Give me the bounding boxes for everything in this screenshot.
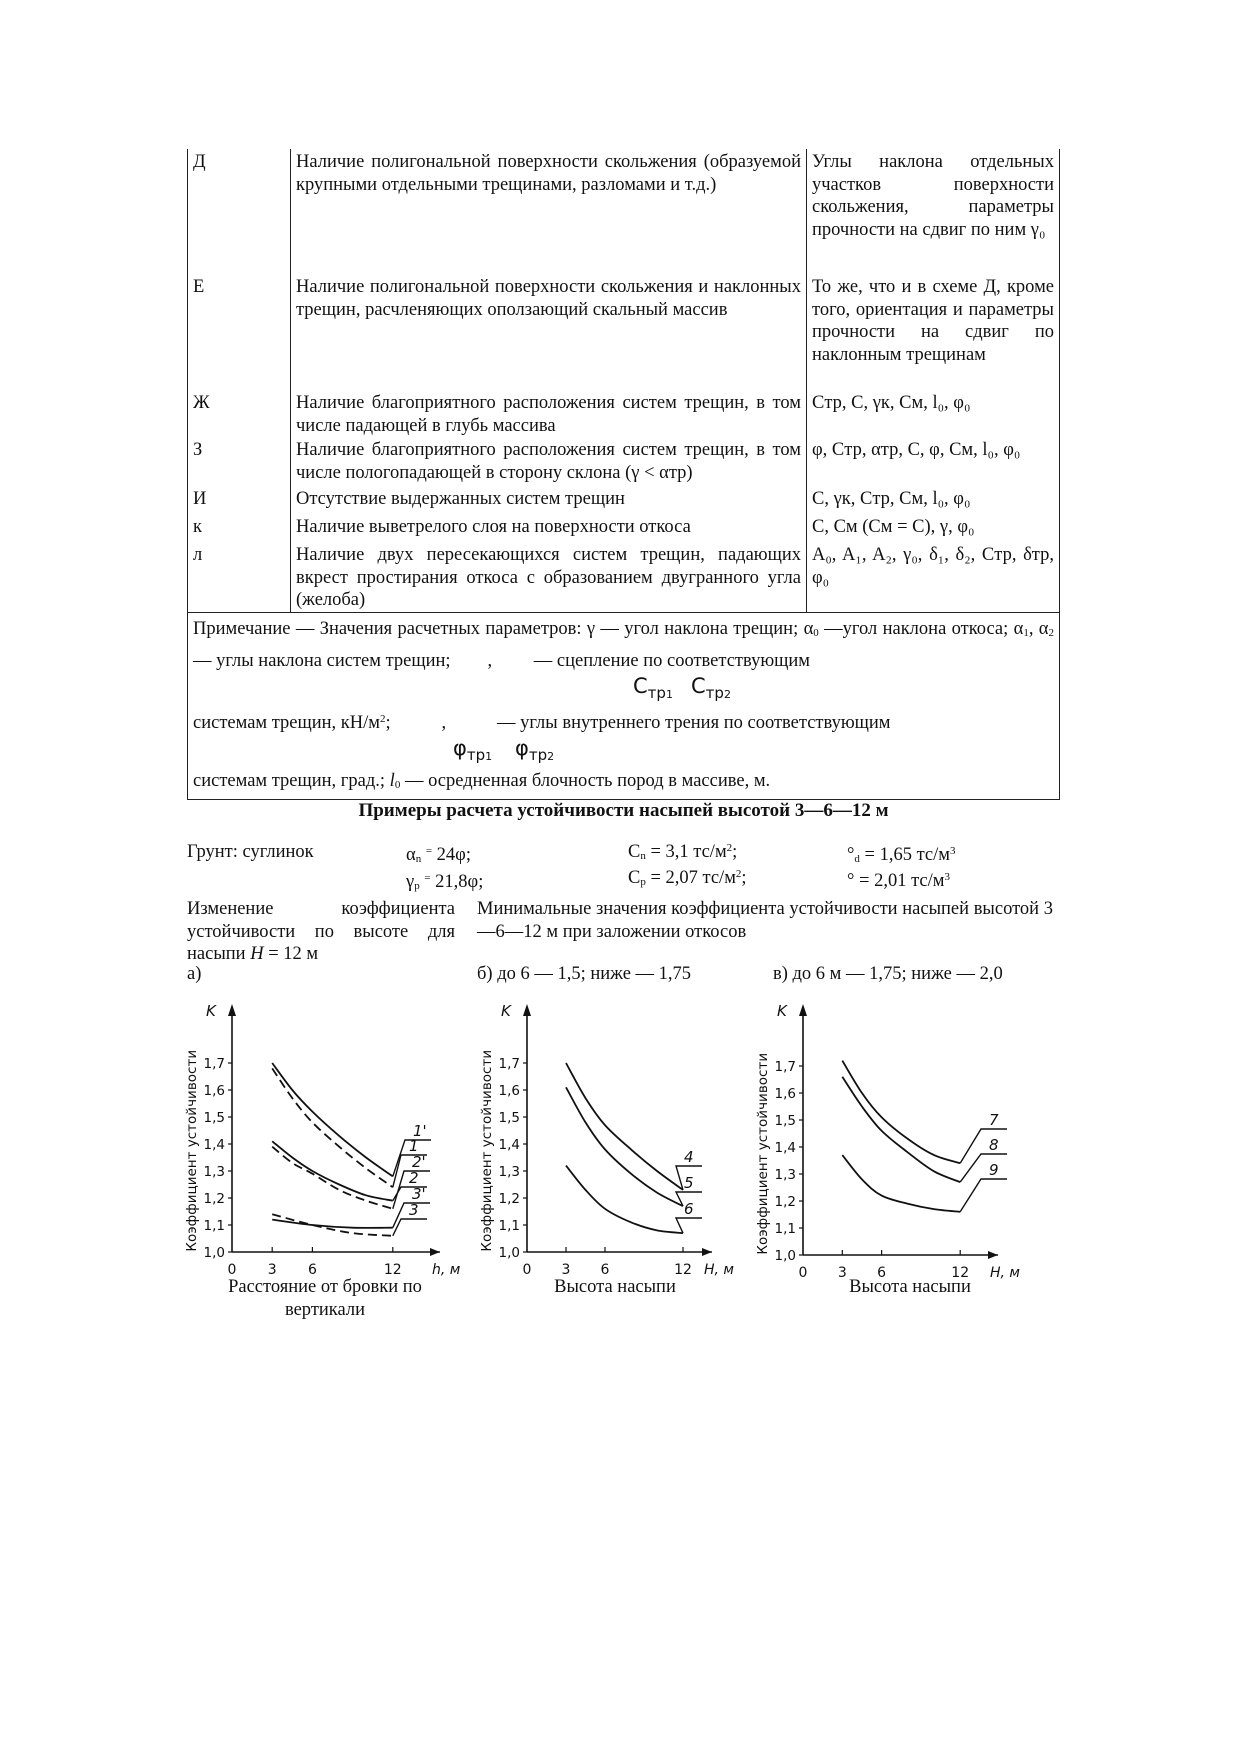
y-tick-label: 1,3 bbox=[774, 1167, 796, 1183]
table-row bbox=[188, 514, 1060, 542]
y-tick-label: 1,6 bbox=[498, 1083, 520, 1099]
y-tick-label: 1,6 bbox=[203, 1083, 225, 1099]
table-cell-condition: Наличие благоприятного расположения систем трещин, в том числе падающей в глубь массива bbox=[291, 390, 807, 437]
y-axis-title: Коэффициент устойчивости bbox=[184, 1049, 200, 1252]
series-label: 6 bbox=[684, 1200, 694, 1218]
param-c-n: $C_n = 3,1$ $тс/м^2$; bbox=[628, 842, 738, 862]
y-tick-label: 1,2 bbox=[498, 1191, 520, 1207]
series-line bbox=[842, 1077, 960, 1182]
y-tick-label: 1,5 bbox=[774, 1113, 796, 1129]
caption-chart-c: Высота насыпи bbox=[849, 1277, 971, 1297]
y-tick-label: 1,0 bbox=[203, 1245, 225, 1261]
x-tick-label: 3 bbox=[837, 1265, 847, 1281]
x-tick-label: 12 bbox=[674, 1262, 692, 1278]
table-cell-params: Cтр, C, γк, Cм, l₀, φ₀ bbox=[807, 390, 1060, 437]
table-cell-code: л bbox=[188, 542, 291, 612]
table-cell-code: Ж bbox=[188, 390, 291, 437]
series-leader-line bbox=[960, 1129, 1007, 1163]
y-tick-label: 1,3 bbox=[498, 1164, 520, 1180]
table-row bbox=[188, 437, 1060, 486]
y-axis-letter: K bbox=[206, 1002, 216, 1020]
series-label: 3' bbox=[412, 1185, 426, 1203]
table-cell-params: φ, Cтр, αтр, C, φ, Cм, l₀, φ₀ bbox=[807, 437, 1060, 486]
x-tick-label: 12 bbox=[383, 1262, 402, 1278]
panel-label-c: в) до 6 м — 1,75; ниже — 2,0 bbox=[773, 964, 1003, 984]
x-axis-label: h, м bbox=[432, 1262, 461, 1278]
y-tick-label: 1,2 bbox=[774, 1194, 796, 1210]
y-tick-label: 1,1 bbox=[203, 1218, 225, 1234]
x-tick-label: 6 bbox=[877, 1265, 887, 1281]
x-tick-label: 0 bbox=[227, 1262, 237, 1278]
series-leader-line bbox=[960, 1154, 1007, 1182]
y-axis-letter: K bbox=[501, 1002, 511, 1020]
chart-stability-vs-height-b bbox=[479, 990, 745, 1278]
panel-label-b: б) до 6 — 1,5; ниже — 1,75 bbox=[477, 964, 692, 984]
y-tick-label: 1,2 bbox=[203, 1191, 225, 1207]
table-cell-code: к bbox=[188, 514, 291, 542]
y-tick-label: 1,4 bbox=[774, 1140, 796, 1156]
series-line bbox=[566, 1063, 683, 1190]
chart-plot-area bbox=[184, 1002, 461, 1278]
series-line bbox=[272, 1141, 393, 1200]
description-left: Изменение коэффициента устойчивости по высоте для насыпи H = 12 м bbox=[187, 899, 455, 964]
x-axis-label: H, м bbox=[704, 1262, 734, 1278]
series-line bbox=[272, 1220, 393, 1228]
table-cell-params: A₀, A₁, A₂, γ₀, δ₁, δ₂, Cтр, δтр, φ₀ bbox=[807, 542, 1060, 612]
x-tick-label: 0 bbox=[798, 1265, 808, 1281]
series-label: 5 bbox=[684, 1174, 694, 1192]
soil-type: Грунт: суглинок bbox=[187, 842, 314, 862]
param-c-p: $C_p = 2,07$ $тс/м^2$; bbox=[628, 868, 747, 888]
y-axis-title: Коэффициент устойчивости bbox=[755, 1052, 771, 1255]
y-tick-label: 1,5 bbox=[498, 1110, 520, 1126]
table-cell-condition: Наличие выветрелого слоя на поверхности откоса bbox=[291, 514, 807, 542]
param-rho: ° = 2,01 $тс/м^3$ bbox=[847, 871, 950, 891]
series-label: 3 bbox=[409, 1201, 419, 1219]
x-tick-label: 6 bbox=[307, 1262, 317, 1278]
table-cell-code: Д bbox=[188, 149, 291, 274]
param-alpha-n: $\alpha_n$ = 24φ; bbox=[406, 845, 471, 865]
y-tick-label: 1,0 bbox=[774, 1248, 796, 1264]
y-tick-label: 1,1 bbox=[498, 1218, 520, 1234]
x-tick-label: 6 bbox=[600, 1262, 610, 1278]
series-label: 1' bbox=[413, 1122, 427, 1140]
panel-label-a: а) bbox=[187, 964, 202, 984]
table-cell-params: C, γк, Cтр, Cм, l₀, φ₀ bbox=[807, 486, 1060, 514]
y-axis-arrow bbox=[523, 1004, 531, 1016]
y-tick-label: 1,7 bbox=[498, 1056, 520, 1072]
table-cell-params: C, Cм (Cм = C), γ, φ₀ bbox=[807, 514, 1060, 542]
table-cell-condition: Наличие благоприятного расположения систем трещин, в том числе пологопадающей в сторону склона (γ < αтр) bbox=[291, 437, 807, 486]
table-row bbox=[188, 274, 1060, 390]
note-line-1: Примечание — Значения расчетных параметров: γ — угол наклона трещин; $\alpha_0$ —угол наклона откоса; $\alpha_1$, $\alpha_2$ — углы наклона систем трещин; , — сцепление по соответствующим bbox=[193, 618, 1054, 671]
note-line-2: системам трещин, $кН/м^2$; , — углы внутреннего трения по соответствующим bbox=[193, 712, 891, 733]
y-tick-label: 1,7 bbox=[203, 1056, 225, 1072]
series-line bbox=[272, 1214, 393, 1236]
param-gamma-p: $\gamma_p$ = 21,8φ; bbox=[406, 872, 484, 892]
x-axis-arrow bbox=[702, 1248, 712, 1256]
series-leader-line bbox=[393, 1219, 427, 1236]
note-formula-cohesion: $C_{тр1}$ $C_{тр2}$ bbox=[633, 673, 731, 702]
rock-slope-schemes-table bbox=[187, 149, 1060, 800]
note-line-3: системам трещин, град.; $l_0$ — осредненная блочность пород в массиве, м. bbox=[193, 770, 771, 791]
y-tick-label: 1,3 bbox=[203, 1164, 225, 1180]
chart-plot-area bbox=[479, 1002, 734, 1278]
x-axis-label: H, м bbox=[990, 1265, 1020, 1281]
table-cell-condition: Отсутствие выдержанных систем трещин bbox=[291, 486, 807, 514]
y-tick-label: 1,4 bbox=[203, 1137, 225, 1153]
table-cell-condition: Наличие полигональной поверхности скольжения (образуемой крупными отдельными трещинами, разломами и т.д.) bbox=[291, 149, 807, 274]
chart-stability-vs-height-c bbox=[748, 990, 1048, 1281]
caption-chart-b: Высота насыпи bbox=[554, 1277, 676, 1297]
series-label: 4 bbox=[684, 1148, 694, 1166]
caption-chart-a: Расстояние от бровки по вертикали bbox=[228, 1277, 422, 1320]
x-tick-label: 3 bbox=[267, 1262, 277, 1278]
x-tick-label: 12 bbox=[951, 1265, 970, 1281]
note-formula-friction: $\varphi_{тр1}$ $\varphi_{тр2}$ bbox=[453, 735, 555, 764]
y-tick-label: 1,4 bbox=[498, 1137, 520, 1153]
y-tick-label: 1,1 bbox=[774, 1221, 796, 1237]
table-row bbox=[188, 390, 1060, 437]
series-label: 7 bbox=[989, 1111, 999, 1129]
series-label: 2 bbox=[409, 1169, 419, 1187]
description-right: Минимальные значения коэффициента устойчивости насыпей высотой 3—6—12 м при заложении откосов bbox=[477, 899, 1053, 942]
table-cell-code: И bbox=[188, 486, 291, 514]
series-line bbox=[566, 1166, 683, 1234]
y-tick-label: 1,6 bbox=[774, 1086, 796, 1102]
table-cell-code: Е bbox=[188, 274, 291, 390]
chart-plot-area bbox=[755, 1002, 1020, 1281]
table-cell-params: То же, что и в схеме Д, кроме того, ориентация и параметры прочности на сдвиг по наклонным трещинам bbox=[807, 274, 1060, 390]
x-tick-label: 0 bbox=[522, 1262, 532, 1278]
y-axis-title: Коэффициент устойчивости bbox=[479, 1049, 495, 1252]
table-cell-condition: Наличие полигональной поверхности скольжения и наклонных трещин, расчленяющих оползающий скальный массив bbox=[291, 274, 807, 390]
table-row bbox=[188, 149, 1060, 274]
table-row bbox=[188, 486, 1060, 514]
y-axis-arrow bbox=[799, 1004, 807, 1016]
series-leader-line bbox=[676, 1218, 702, 1233]
series-label: 8 bbox=[989, 1136, 999, 1154]
series-label: 2' bbox=[412, 1153, 426, 1171]
x-axis-arrow bbox=[988, 1251, 998, 1259]
series-leader-line bbox=[960, 1179, 1007, 1212]
section-heading: Примеры расчета устойчивости насыпей высотой 3—6—12 м bbox=[358, 800, 889, 821]
table-row bbox=[188, 542, 1060, 612]
chart-stability-vs-distance bbox=[180, 990, 470, 1278]
y-axis-arrow bbox=[228, 1004, 236, 1016]
table-note bbox=[188, 612, 1060, 799]
series-label: 1 bbox=[409, 1137, 419, 1155]
y-tick-label: 1,0 bbox=[498, 1245, 520, 1261]
table-cell-condition: Наличие двух пересекающихся систем трещин, падающих вкрест простирания откоса с образованием двугранного угла (желоба) bbox=[291, 542, 807, 612]
table-cell-params: Углы наклона отдельных участков поверхности скольжения, параметры прочности на сдвиг по ним γ₀ bbox=[807, 149, 1060, 274]
param-rho-d: $^\circ_d = 1,65$ $тс/м^3$ bbox=[847, 845, 956, 865]
y-axis-letter: K bbox=[777, 1002, 787, 1020]
series-label: 9 bbox=[989, 1161, 999, 1179]
x-tick-label: 3 bbox=[561, 1262, 571, 1278]
series-line bbox=[842, 1155, 960, 1212]
y-tick-label: 1,7 bbox=[774, 1059, 796, 1075]
x-axis-arrow bbox=[430, 1248, 440, 1256]
series-line bbox=[272, 1063, 393, 1176]
table-cell-code: З bbox=[188, 437, 291, 486]
y-tick-label: 1,5 bbox=[203, 1110, 225, 1126]
